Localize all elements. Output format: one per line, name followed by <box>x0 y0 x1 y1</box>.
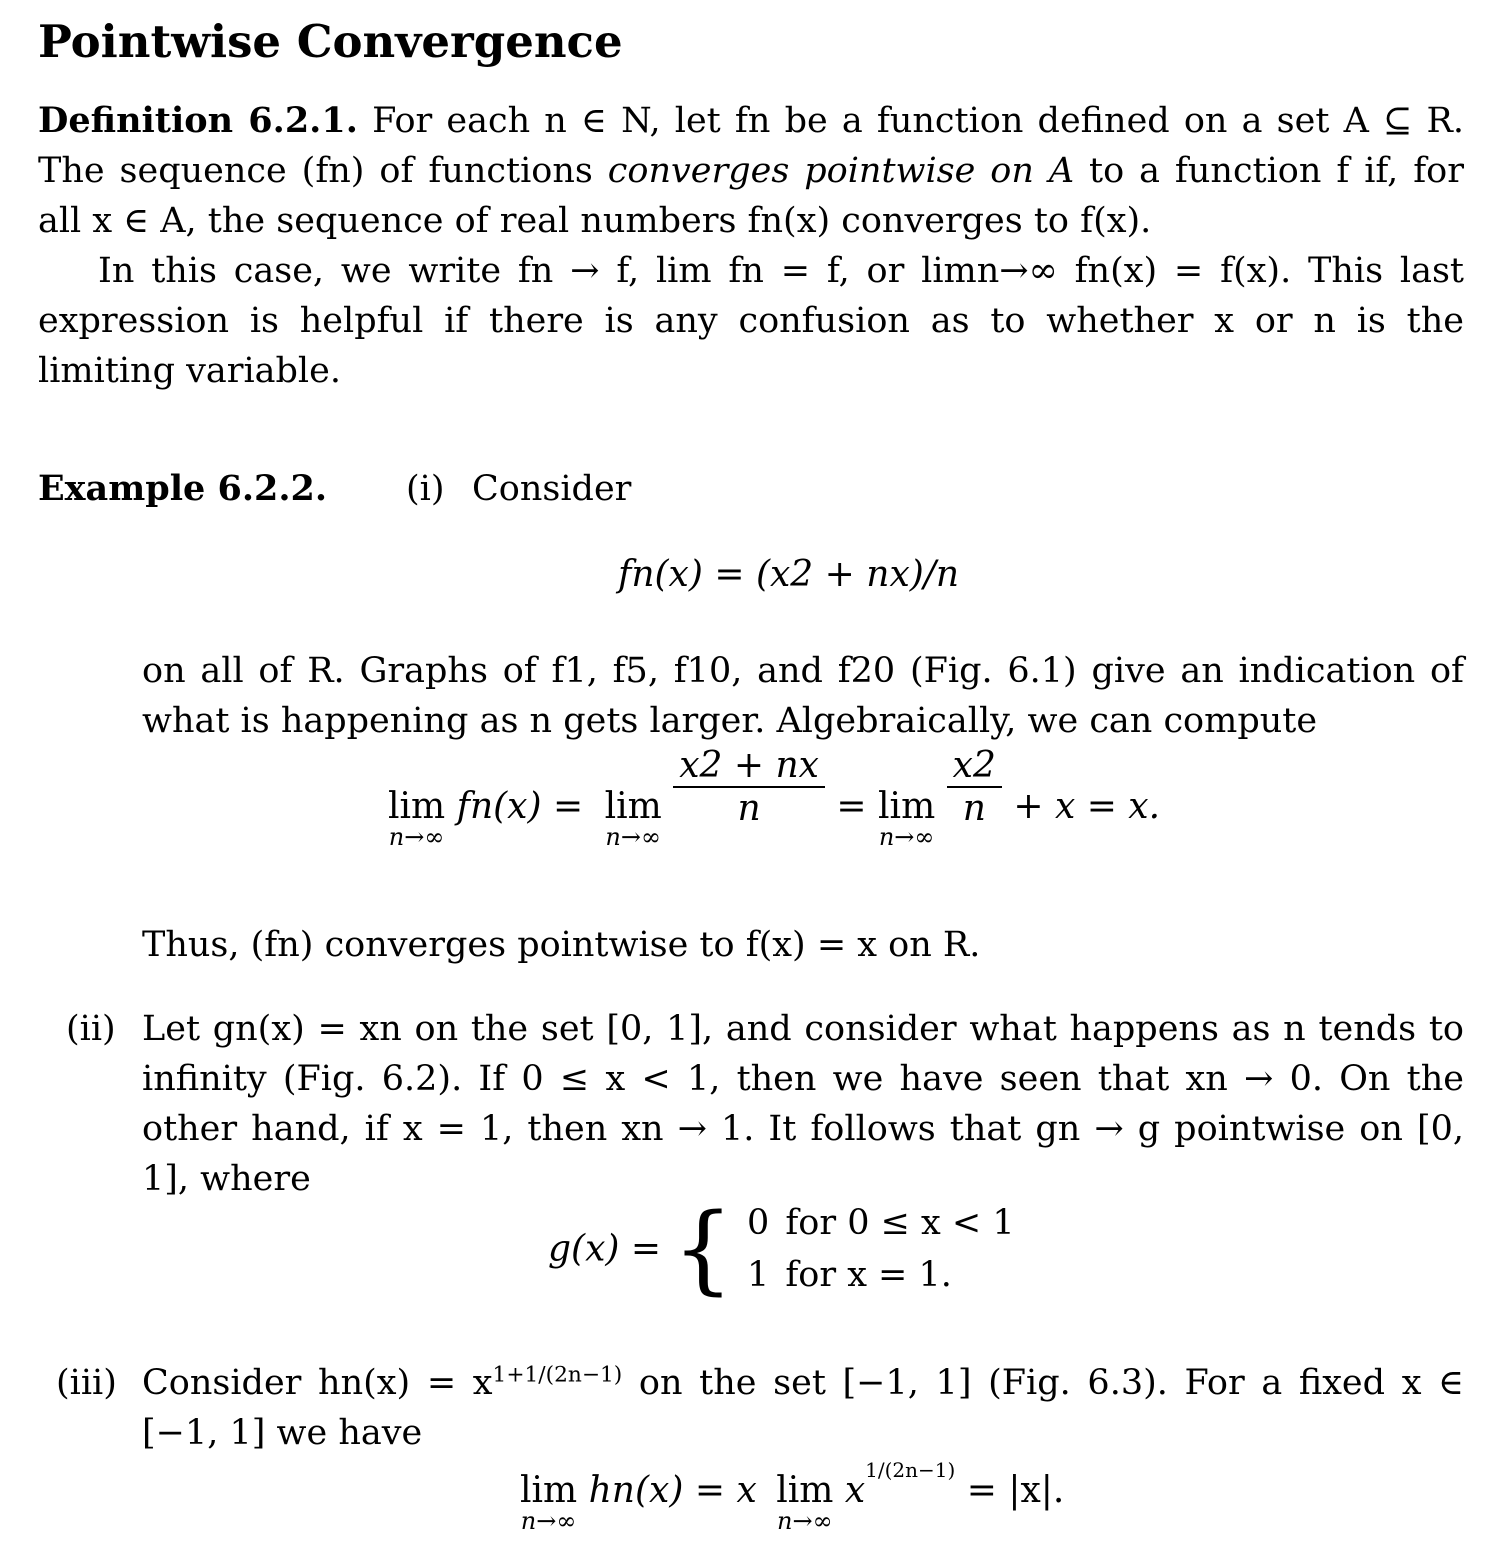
lim-operator-3: lim n→∞ <box>878 786 936 851</box>
limit-tail: + x = x. <box>1013 786 1161 827</box>
item-ii-text: Let gn(x) = xn on the set [0, 1], and consider what happens as n tends to infinity (Fig. 6.2). If 0 ≤ x < 1, then we have seen that xn → 0. On the other hand, if x = 1, then xn → 1. It follows that gn → g pointwise on [0, 1], where <box>142 1009 1464 1199</box>
case-row: 0 for 0 ≤ x < 1 <box>747 1203 1015 1243</box>
item-ii-label: (ii) <box>66 1009 116 1049</box>
limit-exponent: 1/(2n−1) <box>865 1458 956 1482</box>
definition-label: Definition 6.2.1. <box>38 100 358 141</box>
limit-equation-iii <box>520 1458 1065 1535</box>
limit-result: = |x|. <box>966 1470 1065 1511</box>
lim-operator-2: lim n→∞ <box>604 786 662 851</box>
example-label: Example 6.2.2. <box>38 468 328 509</box>
item-i-conclusion: Thus, (fn) converges pointwise to f(x) = x on R. <box>142 925 981 965</box>
item-i-label: (i) <box>406 469 445 509</box>
case-row: 1 for x = 1. <box>747 1255 952 1295</box>
item-i-text: on all of R. Graphs of f1, f5, f10, and f20 (Fig. 6.1) give an indication of what is happening as n gets larger. Algebraically, we can compute <box>142 651 1464 741</box>
limit-left: fn(x) = <box>456 786 584 827</box>
definition-paragraph <box>38 96 1464 246</box>
item-i-lead: Consider <box>472 469 632 509</box>
left-brace: { <box>672 1193 734 1305</box>
section-title: Pointwise Convergence <box>38 15 623 68</box>
lim-operator-5: lim n→∞ <box>776 1470 834 1535</box>
equals-sign: = <box>836 786 867 827</box>
fraction-1: $\frac{x2 + nx}{n}$ <box>673 745 825 829</box>
piecewise-g <box>548 1193 1031 1305</box>
definition-text-1: For each n ∈ N, let fn be a function defined on a set A ⊆ R. The sequence (fn) of functions <box>38 101 1464 191</box>
definition-paragraph-2: In this case, we write fn → f, lim fn = f, or limn→∞ fn(x) = f(x). This last expression is helpful if there is any confusion as to whether x or n is the limiting variable. <box>38 251 1464 391</box>
fraction-2: $\frac{x2}{n}$ <box>947 745 1002 829</box>
item-iii-label: (iii) <box>56 1363 117 1403</box>
limit-base: x <box>844 1470 866 1511</box>
formula-fn: fn(x) = (x2 + nx)/n <box>618 554 960 595</box>
item-iii-text: Consider $hn(x) = x^{1+1/(2n-1)}$ on the set [−1, 1] (Fig. 6.3). For a fixed x ∈ [−1, 1] we have <box>142 1362 1464 1453</box>
piecewise-cases <box>745 1196 1031 1302</box>
limit-equation-i <box>388 745 1161 851</box>
lim-operator-1: lim n→∞ <box>388 786 446 851</box>
exponent-h: 1+1/(2n−1) <box>492 1362 623 1388</box>
lim-operator-4: lim n→∞ <box>520 1470 578 1535</box>
definition-text-2: to a function f if, for all x ∈ A, the sequence of real numbers fn(x) converges to f(x). <box>38 151 1464 241</box>
definition-emphasis: converges pointwise on A <box>607 151 1075 191</box>
limit-left-h: hn(x) = x <box>588 1470 757 1511</box>
piecewise-lhs: g(x) = <box>548 1228 662 1270</box>
